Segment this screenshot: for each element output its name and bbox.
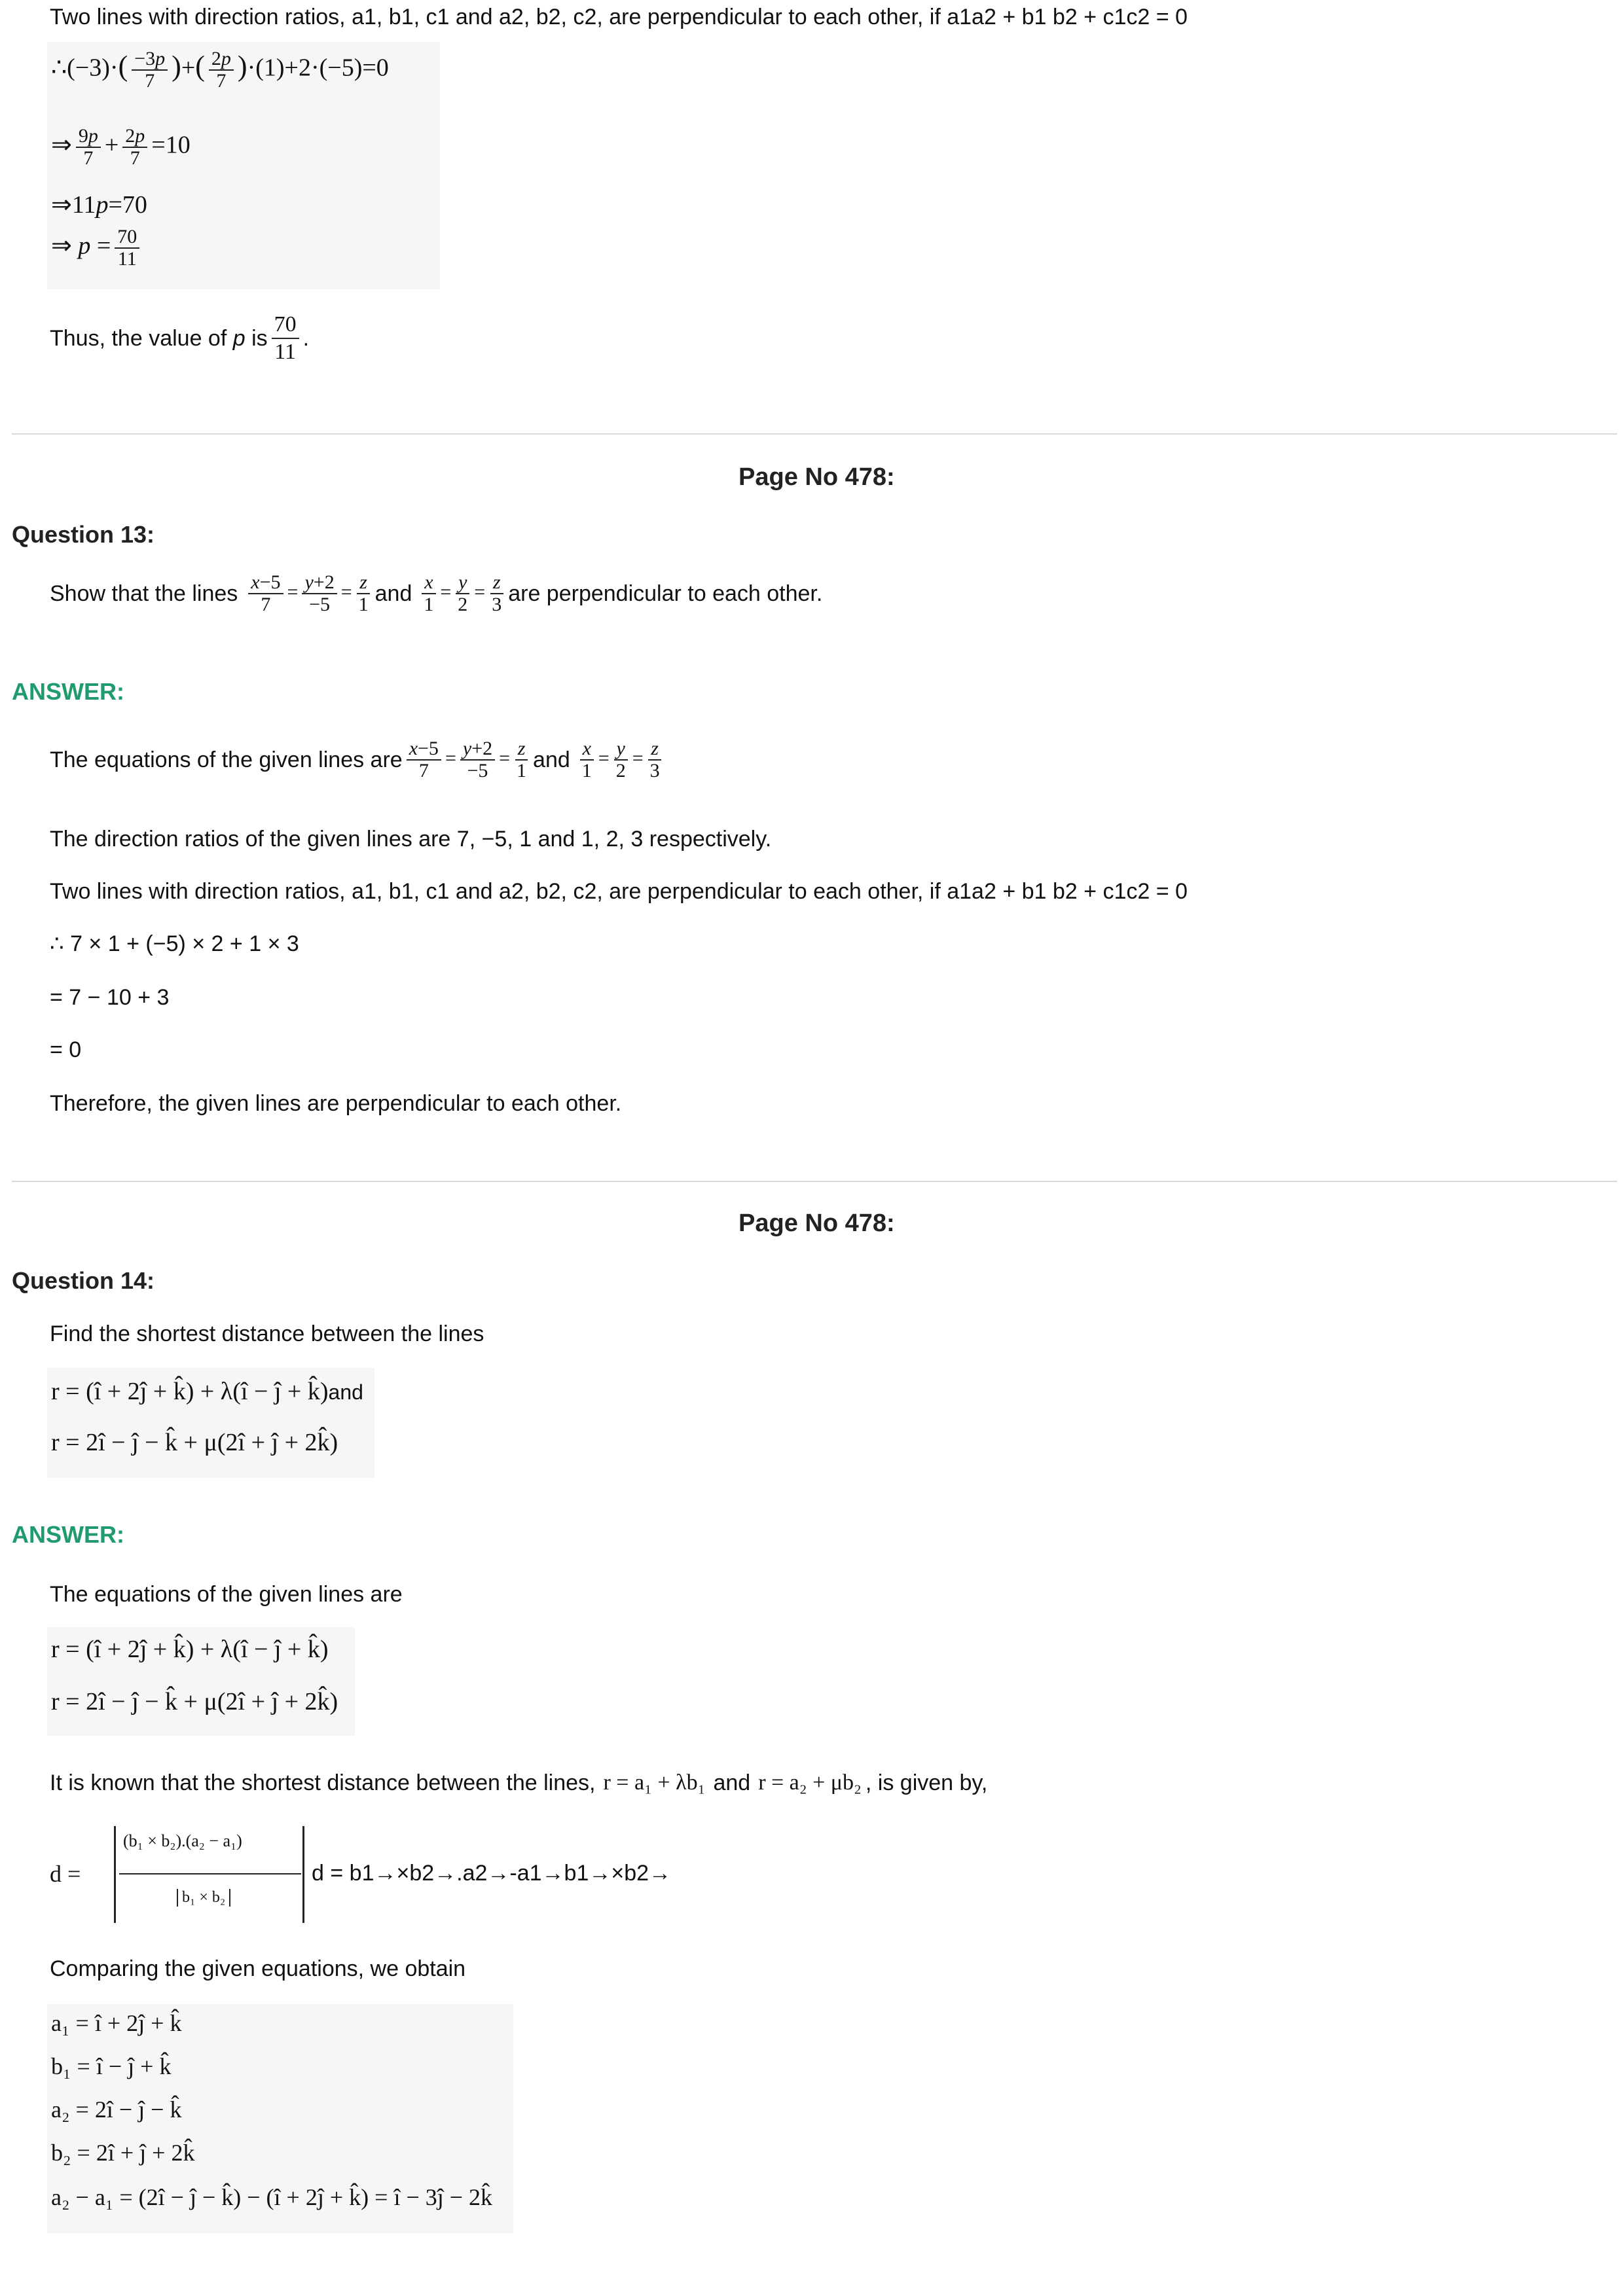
q14-comparing: Comparing the given equations, we obtain: [50, 1956, 466, 1981]
vector-diff: a₂ − a₁ = (2î − ĵ − k̂) − (î + 2ĵ + k̂) = î − 3ĵ − 2k̂: [51, 2184, 493, 2210]
equation-line-4: ⇒ p = $\frac{70}{11}$: [51, 226, 143, 270]
abs-bar-left: [114, 1826, 116, 1923]
q14-known-and: and: [713, 1770, 751, 1795]
question-14-title: Question 14:: [12, 1267, 155, 1294]
q14-equations-math: [47, 1627, 355, 1736]
q13-eq-and: and: [533, 747, 570, 772]
q13-eq-line1: $\frac{x-5}{7}$ = $\frac{y+2}{-5}$ = $\frac{z}{1}$: [403, 738, 533, 781]
q13-calc-3: = 0: [50, 1037, 82, 1062]
d-denominator: b₁ × b₂: [177, 1889, 230, 1907]
page-number-label: Page No 478:: [739, 463, 895, 491]
conclusion-num: 70: [272, 312, 299, 339]
d-numerator: (b₁ × b₂).(a₂ − a₁): [123, 1831, 242, 1850]
perpendicular-rule-text: [50, 3, 1188, 31]
q13-prompt-and: and: [374, 581, 412, 606]
conclusion-fraction: [272, 312, 299, 365]
q13-line2-equation: $\frac{x}{1}$ = $\frac{y}{2}$ = $\frac{z}{3}$: [417, 572, 508, 615]
section-divider: [12, 1181, 1617, 1182]
conclusion-prefix: Thus, the value of: [50, 326, 227, 351]
solution-math-block: [47, 42, 440, 289]
conclusion-var: p: [232, 326, 246, 351]
vector-a1: a₁ = î + 2ĵ + k̂: [51, 2010, 182, 2036]
q14-eq-line1: r = (î + 2ĵ + k̂) + λ(î − ĵ + k̂): [51, 1636, 329, 1663]
d-label: d =: [50, 1861, 81, 1887]
vector-b1: b₁ = î − ĵ + k̂: [51, 2053, 172, 2079]
conclusion-den: 11: [274, 340, 297, 364]
q14-eq-intro: The equations of the given lines are: [50, 1582, 403, 1607]
q14-vectors-math: [47, 2004, 513, 2233]
q14-eq-line2: r = 2î − ĵ − k̂ + μ(2î + ĵ + 2k̂): [51, 1688, 338, 1715]
perp-rule-top: Two lines with direction ratios, a1, b1, c1 and a2, b2, c2, are perpendicular to each other, if a1a2 + b1 b2 + c1c2 = 0: [50, 5, 1188, 29]
q14-known-line: [50, 1768, 987, 1797]
q14-known-prefix: It is known that the shortest distance between the lines,: [50, 1770, 596, 1795]
question-13-prompt: [50, 572, 822, 615]
q13-eq-prefix: The equations of the given lines are: [50, 747, 403, 772]
d-alt-text: d = b1→×b2→.a2→-a1→b1→×b2→: [312, 1861, 672, 1886]
q13-line1-equation: $\frac{x-5}{7}$ = $\frac{y+2}{-5}$ = $\frac{z}{1}$: [244, 572, 374, 615]
distance-formula: [50, 1826, 770, 1924]
equation-line-3: ⇒11p=70: [51, 191, 147, 219]
q14-known-l2: r = a₂ + μb₂: [758, 1770, 862, 1795]
q13-direction-ratios: The direction ratios of the given lines are 7, −5, 1 and 1, 2, 3 respectively.: [50, 827, 772, 852]
q14-known-l1: r = a₁ + λb₁: [603, 1770, 706, 1795]
q14-line2: r = 2î − ĵ − k̂ + μ(2î + ĵ + 2k̂): [51, 1429, 338, 1456]
page-number-label: Page No 478:: [739, 1210, 895, 1237]
conclusion-is: is: [251, 326, 268, 351]
q13-calc-2: = 7 − 10 + 3: [50, 985, 170, 1010]
q13-prompt-suffix: are perpendicular to each other.: [508, 581, 823, 606]
q13-conclusion: Therefore, the given lines are perpendicular to each other.: [50, 1091, 622, 1116]
abs-bar-right: [302, 1826, 304, 1923]
q14-prompt: Find the shortest distance between the lines: [50, 1321, 484, 1346]
question-13-title: Question 13:: [12, 521, 155, 548]
vector-b2: b₂ = 2î + ĵ + 2k̂: [51, 2140, 195, 2166]
q14-known-suffix: , is given by,: [865, 1770, 988, 1795]
fraction-bar: [119, 1873, 301, 1874]
q14-lines-math: [47, 1368, 374, 1478]
q13-equations-line: [50, 738, 666, 781]
equation-line-2: ⇒ $\frac{9p}{7}$ + $\frac{2p}{7}$ =10: [51, 125, 191, 169]
equation-line-1: ∴(−3)·( $\frac{-3p}{7}$ )+( $\frac{2p}{7}$ )·(1)+2·(−5)=0: [51, 48, 389, 92]
q14-line1: [51, 1377, 363, 1406]
q14-line1-expr: r = (î + 2ĵ + k̂) + λ(î − ĵ + k̂): [51, 1378, 329, 1405]
section-divider: [12, 433, 1617, 435]
q14-line1-and: and: [328, 1380, 363, 1404]
vector-a2: a₂ = 2î − ĵ − k̂: [51, 2096, 182, 2123]
q13-calc-1: ∴ 7 × 1 + (−5) × 2 + 1 × 3: [50, 931, 299, 956]
answer-label-14: ANSWER:: [12, 1521, 124, 1548]
answer-label-13: ANSWER:: [12, 678, 124, 705]
q13-prompt-prefix: Show that the lines: [50, 581, 238, 606]
conclusion-line: Thus, the value of p is $\frac{70}{11}$ .: [50, 312, 310, 364]
q13-perp-rule: Two lines with direction ratios, a1, b1, c1 and a2, b2, c2, are perpendicular to each other, if a1a2 + b1 b2 + c1c2 = 0: [50, 879, 1188, 904]
q13-eq-line2: $\frac{x}{1}$ = $\frac{y}{2}$ = $\frac{z}{3}$: [575, 738, 666, 781]
